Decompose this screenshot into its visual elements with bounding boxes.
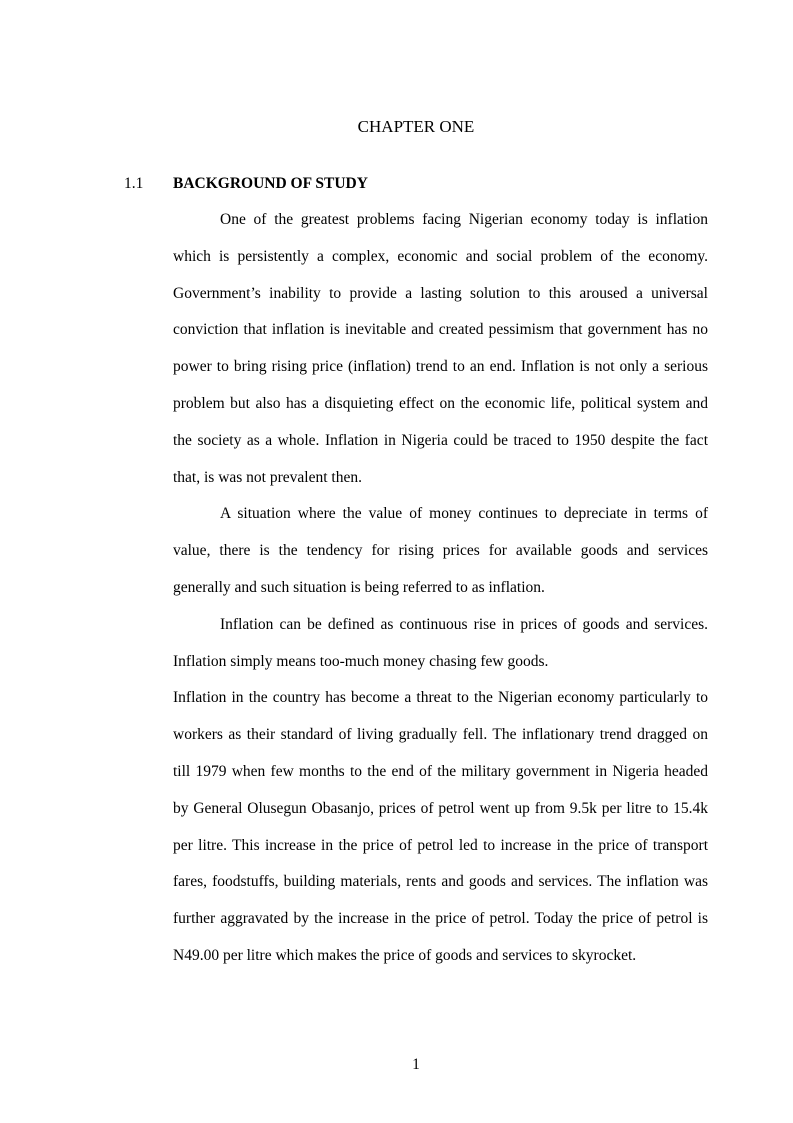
paragraph-inflation-threat: Inflation in the country has become a threat to the Nigerian economy particularly to workers as their standard of living gradually fell. The inflationary trend dragged on till 1979 when few months to the end of the military government in Nigeria headed by General Olusegun Obasanjo, prices of petrol went up from 9.5k per litre to 15.4k per litre. This increase in the price of petrol led to increase in the price of transport fares, foodstuffs, building materials, rents and goods and services. The inflation was further aggravated by the increase in the price of petrol. Today the price of petrol is N49.00 per litre which makes the price of goods and services to skyrocket. <box>173 689 708 964</box>
section-heading: BACKGROUND OF STUDY <box>173 175 368 192</box>
paragraph-money-depreciation: A situation where the value of money continues to depreciate in terms of value, there is the tendency for rising prices for available goods and services generally and such situation is being referred to as inflation. <box>173 505 708 596</box>
page-number: 1 <box>412 1056 420 1073</box>
body-text <box>173 202 708 975</box>
chapter-title: CHAPTER ONE <box>357 117 475 136</box>
paragraph-inflation-definition: Inflation can be defined as continuous rise in prices of goods and services. Inflation simply means too-much money chasing few goods. <box>173 615 708 670</box>
paragraph-background-intro: One of the greatest problems facing Nigerian economy today is inflation which is persistently a complex, economic and social problem of the economy. Government’s inability to provide a lasting solution to this aroused a universal conviction that inflation is inevitable and created pessimism that government has no power to bring rising price (inflation) trend to an end. Inflation is not only a serious problem but also has a disquieting effect on the economic life, political system and the society as a whole. Inflation in Nigeria could be traced to 1950 despite the fact that, is was not prevalent then. <box>173 211 708 486</box>
section-number: 1.1 <box>124 175 144 192</box>
